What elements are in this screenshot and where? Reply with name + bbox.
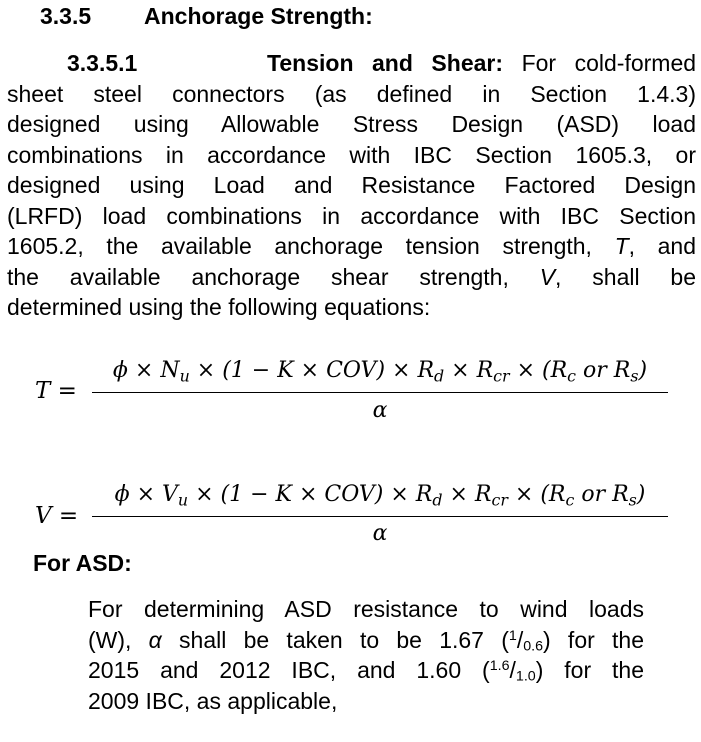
tension-fraction-bar (92, 392, 668, 393)
paragraph-line-9: determined using the following equations: (7, 294, 431, 320)
paragraph-line-8: the available anchorage shear strength, V, shall be (7, 263, 697, 290)
shear-equation-numerator: $\phi \times V_u \times (1 - K \times COV) \times R_d \times R_{cr} \times (R_c$ or $R_s$) (114, 482, 646, 510)
asd-line-3: 2015 and 2012 IBC, and 1.60 ($^{1.6}$/1.0) for the (88, 657, 644, 685)
asd-line-4: 2009 IBC, as applicable, (88, 687, 338, 714)
section-number: 3.3.5 (40, 3, 92, 29)
asd-paragraph (88, 594, 644, 716)
tension-equation-numerator: $\phi \times N_u \times (1 - K \times COV) \times R_d \times R_{cr} \times (R_c$ or $R_s$) (112, 358, 648, 386)
paragraph-line-4: combinations in accordance with IBC Section 1605.3, or (7, 141, 696, 168)
asd-line-1: For determining ASD resistance to wind loads (88, 596, 644, 622)
shear-fraction-bar (92, 516, 668, 517)
tension-equation-denominator: α (372, 398, 388, 423)
tension-equation-lhs: T = (35, 378, 77, 404)
var-V: V (539, 263, 556, 290)
paragraph-line-3: designed using Allowable Stress Design (ASD) load (7, 111, 696, 137)
paragraph-line-6: (LRFD) load combinations in accordance with IBC Section (7, 202, 696, 229)
section-title: Anchorage Strength: (144, 3, 373, 29)
asd-heading: For ASD: (33, 550, 132, 576)
subsection-title: Tension and Shear: (267, 50, 504, 76)
asd-line-2: (W), α shall be taken to be 1.67 ($^1$/0.6) for the (88, 626, 644, 655)
section-heading (40, 3, 373, 30)
var-T: T (614, 233, 629, 259)
paragraph-line-7: 1605.2, the available anchorage tension strength, T, and (7, 233, 697, 259)
tension-shear-paragraph (7, 48, 696, 323)
shear-equation-lhs: V = (35, 503, 79, 529)
alpha-symbol: α (148, 626, 162, 653)
paragraph-line-5: designed using Load and Resistance Factored Design (7, 172, 696, 198)
subsection-number: 3.3.5.1 (67, 50, 138, 76)
paragraph-line-2: sheet steel connectors (as defined in Section 1.4.3) (7, 80, 696, 107)
shear-equation-denominator: α (372, 521, 388, 546)
paragraph-line-1: 3.3.5.1 Tension and Shear: For cold-formed (67, 50, 697, 76)
